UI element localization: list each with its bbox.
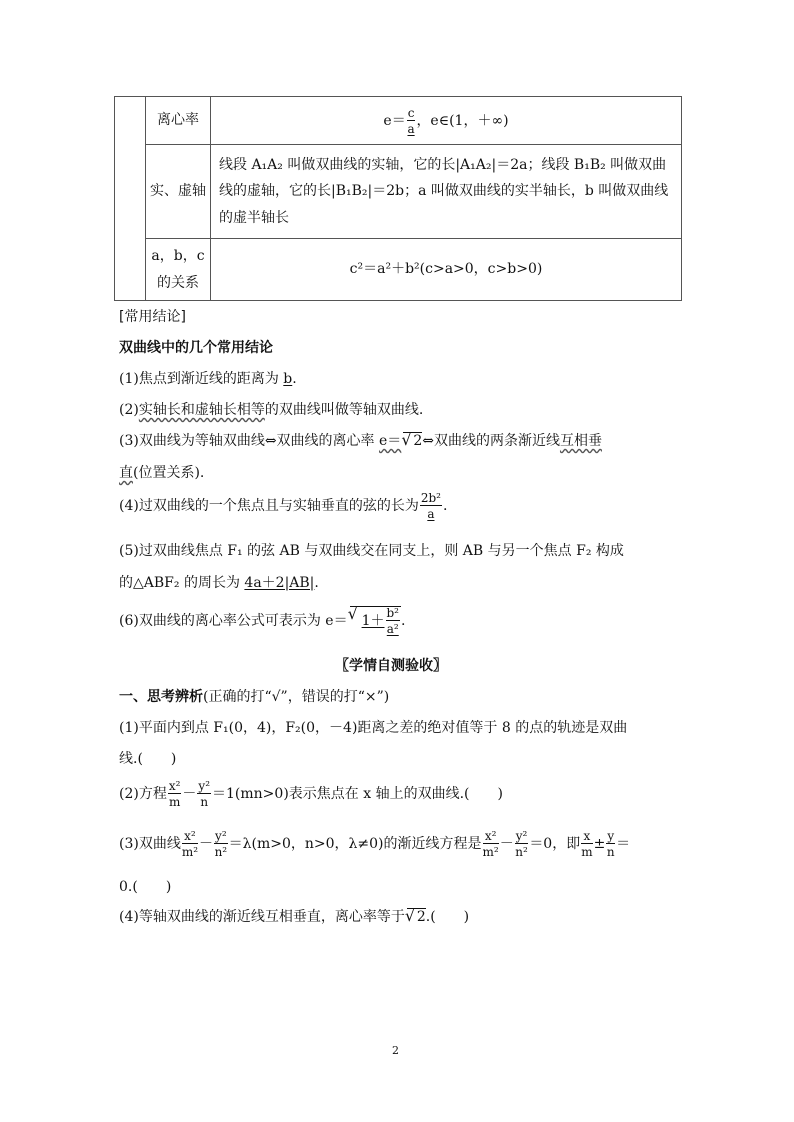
fraction — [606, 830, 615, 858]
operator: － — [499, 836, 514, 852]
question-text: ＝0，即 — [529, 836, 581, 852]
question-text: .( ) — [425, 909, 470, 925]
conclusion-item-4 — [119, 492, 447, 520]
label-line: a，b，c — [151, 247, 205, 264]
item-text: . — [314, 575, 319, 591]
item-text: (2) — [119, 402, 139, 418]
question-text: (4)等轴双曲线的渐近线互相垂直，离心率等于 — [119, 909, 405, 925]
fraction-b2-over-a2 — [386, 607, 401, 635]
fraction-denominator: n² — [214, 845, 228, 859]
fraction — [168, 780, 182, 808]
table-row — [115, 239, 682, 301]
item-emphasis: 互相垂 — [559, 433, 602, 449]
question-text: ＝1(mn>0)表示焦点在 x 轴上的双曲线.( ) — [212, 786, 503, 802]
fraction-numerator: x² — [168, 779, 181, 793]
fraction — [483, 830, 499, 858]
fraction-denominator: m² — [181, 845, 199, 859]
operator: － — [182, 786, 197, 802]
fraction-denominator: n — [200, 795, 209, 809]
fraction-numerator: y — [607, 829, 615, 843]
label-line: 的关系 — [157, 274, 199, 291]
fraction-2b2-over-a — [420, 492, 442, 520]
operator: － — [199, 836, 214, 852]
conclusions-header: [常用结论] — [119, 309, 186, 325]
fraction-numerator: 2b² — [420, 491, 441, 505]
fraction — [214, 830, 228, 858]
item-text: . — [442, 498, 448, 514]
section-title: 一、思考辨析 — [119, 689, 203, 705]
properties-table — [114, 96, 682, 301]
item-text: (6)双曲线的离心率公式可表示为 e＝ — [119, 613, 348, 629]
item-answer: b — [283, 371, 293, 387]
fraction — [581, 830, 592, 858]
fraction-numerator: x² — [483, 830, 499, 844]
item-answer — [379, 433, 422, 449]
row-label-axes: 实、虚轴 — [146, 145, 211, 239]
fraction-denominator: a² — [386, 622, 399, 636]
sqrt-expression: √ 2 — [407, 908, 426, 925]
self-test-banner: 〖学情自测验收〗 — [335, 658, 447, 674]
fraction-numerator: y² — [215, 829, 227, 843]
row-label-abc — [146, 239, 211, 301]
sqrt-expression: √ 2 — [403, 432, 422, 449]
page-number: 2 — [392, 1044, 399, 1057]
fraction-denominator: m — [581, 845, 593, 859]
fraction-numerator: b² — [386, 606, 399, 620]
item-text: (4)过双曲线的一个焦点且与实轴垂直的弦的长为 — [119, 498, 419, 514]
fraction-denominator: n² — [515, 845, 528, 859]
self-test-section — [119, 686, 389, 706]
table-blank-column — [115, 97, 146, 301]
table-row — [115, 145, 682, 239]
abc-relation: c²＝a²＋b²(c>a>0，c>b>0) — [211, 239, 682, 301]
fraction-numerator: c — [407, 105, 415, 120]
question-1-continued: 线.( ) — [119, 751, 177, 767]
item-answer-text: e＝ — [379, 433, 402, 449]
item-text: (位置关系). — [133, 465, 205, 481]
conclusion-item-2 — [119, 399, 423, 419]
item-emphasis: 直 — [119, 465, 133, 481]
conclusion-item-5: (5)过双曲线焦点 F₁ 的弦 AB 与双曲线交在同支上，则 AB 与另一个焦点 F₂ 构成 — [119, 543, 624, 559]
item-text: (3)双曲线为等轴双曲线⇔双曲线的离心率 — [119, 433, 380, 449]
question-1: (1)平面内到点 F₁(0，4)，F₂(0，－4)距离之差的绝对值等于 8 的点的轨迹是双曲 — [119, 720, 628, 736]
question-4 — [119, 906, 469, 926]
conclusion-item-5-continued — [119, 572, 319, 592]
table-row — [115, 97, 682, 145]
formula-text: e＝ — [383, 112, 406, 129]
fraction-numerator: y² — [515, 829, 528, 843]
conclusion-item-6 — [119, 606, 405, 635]
conclusion-item-3 — [119, 430, 602, 450]
fraction-numerator: y² — [198, 779, 211, 793]
item-text: 的△ABF₂ 的周长为 — [119, 575, 245, 591]
axes-description: 线段 A₁A₂ 叫做双曲线的实轴，它的长|A₁A₂|＝2a；线段 B₁B₂ 叫做双曲线的虚轴，它的长|B₁B₂|＝2b；a 叫做双曲线的实半轴长，b 叫做双曲线的虚半轴长 — [211, 145, 682, 239]
item-text: . — [292, 371, 297, 387]
fraction-numerator: x — [581, 830, 592, 844]
item-text: (1)焦点到渐近线的距离为 — [119, 371, 284, 387]
item-text: . — [401, 613, 406, 629]
fraction-c-over-a — [407, 107, 416, 135]
section-note: (正确的打“√”，错误的打“×”) — [203, 689, 390, 705]
fraction — [515, 830, 529, 858]
operator: ± — [593, 836, 606, 852]
conclusion-item-3-continued — [119, 462, 204, 482]
item-text: 的双曲线叫做等轴双曲线. — [264, 402, 424, 418]
fraction-denominator: m — [168, 795, 181, 809]
fraction-denominator: m² — [482, 845, 499, 859]
item-emphasis: 实轴长和虚轴长相等 — [138, 402, 265, 418]
fraction — [197, 780, 211, 808]
fraction-denominator: a — [407, 121, 415, 136]
conclusions-title: 双曲线中的几个常用结论 — [119, 340, 273, 356]
sqrt-term: 1＋ — [361, 613, 385, 629]
fraction-denominator: n — [606, 845, 615, 859]
fraction — [182, 830, 198, 858]
formula-text: ，e∈(1，＋∞) — [416, 112, 509, 129]
conclusion-item-1 — [119, 368, 297, 388]
question-text: (2)方程 — [119, 786, 167, 802]
item-text: ⇔双曲线的两条渐近线 — [422, 433, 560, 449]
eccentricity-formula — [211, 97, 682, 145]
question-text: ＝λ(m>0，n>0，λ≠0)的渐近线方程是 — [228, 836, 482, 852]
sqrt-expression — [350, 606, 401, 635]
item-answer: 4a＋2|AB| — [244, 575, 315, 591]
fraction-numerator: x² — [182, 830, 198, 844]
question-2 — [119, 780, 503, 808]
row-label-eccentricity: 离心率 — [146, 97, 211, 145]
fraction-denominator: a — [427, 507, 435, 521]
question-text: (3)双曲线 — [119, 836, 181, 852]
question-3-continued: 0.( ) — [119, 879, 172, 895]
question-3 — [119, 830, 630, 858]
question-text: ＝ — [616, 836, 631, 852]
